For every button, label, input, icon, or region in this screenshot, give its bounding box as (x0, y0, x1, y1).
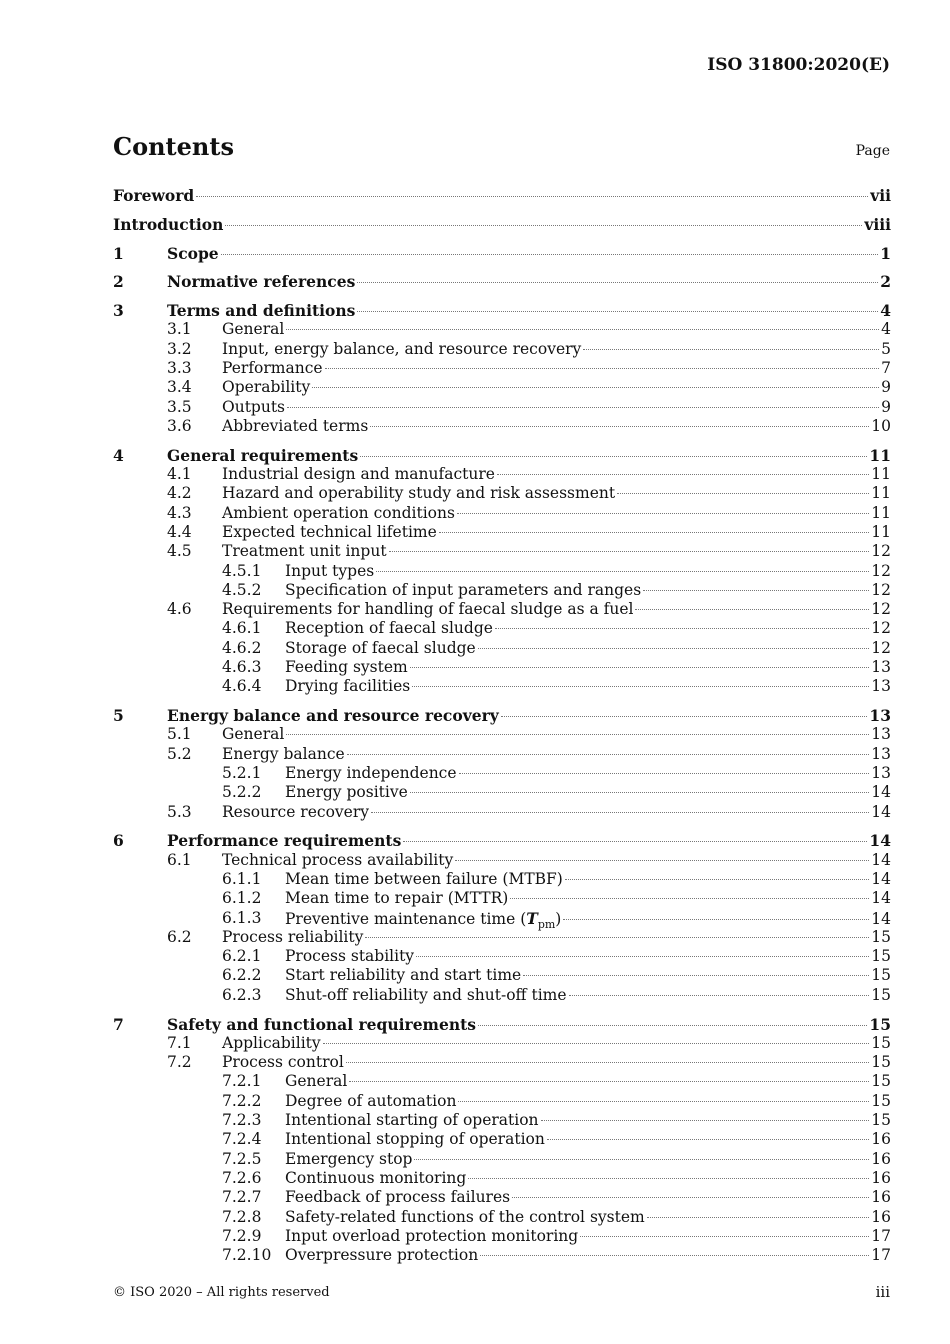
toc-entry-page: 15 (871, 1091, 891, 1110)
toc-entry-title: Overpressure protection (285, 1246, 479, 1265)
page-column-label: Page (855, 143, 890, 159)
toc-entry-page: 5 (881, 339, 891, 358)
toc-entry-number: 7.1 (167, 1033, 192, 1052)
dot-leader (312, 387, 879, 388)
toc-entry-title: Industrial design and manufacture (222, 465, 495, 484)
toc-entry-number: 6.2.3 (222, 985, 262, 1004)
dot-leader (580, 1236, 869, 1237)
dot-leader (458, 1101, 869, 1102)
toc-entry[interactable] (113, 928, 891, 947)
toc-entry[interactable] (113, 764, 891, 783)
toc-entry[interactable] (113, 1169, 891, 1188)
toc-entry[interactable] (113, 301, 891, 320)
toc-entry-number: 3.2 (167, 339, 192, 358)
toc-entry-number: 5 (113, 706, 124, 726)
toc-entry[interactable] (113, 320, 891, 339)
dot-leader (412, 686, 869, 687)
dot-leader (569, 995, 870, 996)
dot-leader (497, 474, 869, 475)
toc-entry-page: 16 (871, 1168, 891, 1187)
toc-entry-title: Input types (285, 561, 375, 580)
toc-entry[interactable] (113, 870, 891, 889)
dot-leader (360, 456, 867, 457)
toc-entry[interactable] (113, 1034, 891, 1053)
dot-leader (565, 879, 869, 880)
toc-entry-title: Introduction (113, 214, 224, 234)
toc-entry-title: Input, energy balance, and resource recovery (222, 339, 582, 358)
toc-entry-page: 4 (880, 301, 891, 321)
toc-entry[interactable] (113, 1150, 891, 1169)
toc-entry-number: 4.6.1 (222, 619, 262, 638)
toc-entry-title: Operability (222, 378, 311, 397)
toc-entry-number: 4.5 (167, 542, 192, 561)
dot-leader (414, 1159, 869, 1160)
dot-leader (323, 1043, 870, 1044)
toc-entry-page: 12 (871, 542, 891, 561)
toc-entry-page: 13 (871, 725, 891, 744)
toc-entry-page: 14 (871, 802, 891, 821)
toc-entry-title: Outputs (222, 397, 286, 416)
dot-leader (583, 349, 879, 350)
toc-entry-title: Foreword (113, 186, 195, 205)
toc-entry-title: Hazard and operability study and risk assessment (222, 484, 616, 503)
toc-entry-number: 7.2.9 (222, 1226, 262, 1245)
toc-entry-title: Process stability (285, 947, 415, 966)
toc-entry-number: 1 (113, 243, 124, 263)
toc-entry-title: Drying facilities (285, 677, 411, 696)
toc-entry-page: 10 (871, 416, 891, 435)
toc-entry[interactable] (113, 186, 891, 205)
toc-entry-title: Energy independence (285, 764, 457, 783)
dot-leader (459, 773, 870, 774)
dot-leader (635, 609, 869, 610)
toc-entry-title: Expected technical lifetime (222, 522, 437, 541)
toc-entry-number: 4.3 (167, 503, 192, 522)
dot-leader (403, 841, 867, 842)
toc-entry-title: Process reliability (222, 927, 364, 946)
toc-entry-number: 7.2.7 (222, 1188, 262, 1207)
toc-entry[interactable] (113, 745, 891, 764)
toc-entry-number: 4 (113, 445, 124, 465)
toc-entry-page: 9 (881, 397, 891, 416)
dot-leader (478, 648, 870, 649)
toc-entry[interactable] (113, 484, 891, 503)
toc-entry-number: 6.1.1 (222, 870, 262, 888)
toc-entry[interactable] (113, 600, 891, 619)
toc-entry[interactable] (113, 581, 891, 600)
toc-entry[interactable] (113, 523, 891, 542)
toc-entry[interactable] (113, 947, 891, 966)
dot-leader (196, 196, 868, 197)
dot-leader (346, 1062, 869, 1063)
toc-entry-number: 4.6.4 (222, 677, 262, 696)
dot-leader (563, 919, 869, 920)
toc-entry-page: 15 (871, 947, 891, 966)
toc-entry[interactable] (113, 677, 891, 696)
toc-entry-page: 15 (871, 927, 891, 946)
toc-entry-page: 17 (871, 1246, 891, 1265)
toc-entry-title: Energy balance and resource recovery (167, 706, 499, 726)
toc-entry-page: 13 (871, 744, 891, 763)
toc-entry-title: Input overload protection monitoring (285, 1226, 579, 1245)
toc-entry-number: 3.4 (167, 378, 192, 397)
toc-entry-title: Scope (167, 243, 219, 263)
toc-entry-number: 4.6.2 (222, 638, 262, 657)
toc-entry-number: 3.5 (167, 397, 192, 416)
toc-entry-title: Safety and functional requirements (167, 1014, 476, 1034)
toc-entry[interactable] (113, 1111, 891, 1130)
toc-entry[interactable] (113, 1053, 891, 1072)
dot-leader (501, 716, 868, 717)
toc-entry-number: 7.2.8 (222, 1207, 262, 1226)
toc-entry-number: 4.6 (167, 600, 192, 619)
toc-entry-title: Storage of faecal sludge (285, 638, 476, 657)
toc-entry-title: Shut-off reliability and shut-off time (285, 985, 567, 1004)
dot-leader (480, 1255, 869, 1256)
toc-entry[interactable] (113, 1246, 891, 1265)
toc-entry-number: 4.6.3 (222, 658, 262, 677)
toc-entry-number: 3.6 (167, 416, 192, 435)
toc-entry-title: Applicability (222, 1033, 321, 1052)
dot-leader (410, 667, 870, 668)
dot-leader (357, 282, 878, 283)
toc-entry-title: Emergency stop (285, 1149, 413, 1168)
toc-entry-page: 12 (871, 638, 891, 657)
dot-leader (287, 407, 879, 408)
toc-entry-page: 16 (871, 1207, 891, 1226)
toc-entry[interactable] (113, 542, 891, 561)
toc-entry-number: 6.2 (167, 927, 192, 946)
toc-entry-number: 3.1 (167, 320, 192, 339)
toc-entry[interactable] (113, 1130, 891, 1149)
toc-entry-page: 15 (871, 1111, 891, 1130)
toc-entry[interactable] (113, 706, 891, 725)
toc-entry-number: 5.2 (167, 744, 192, 763)
toc-entry-number: 4.5.2 (222, 580, 262, 599)
page-title: Contents (113, 132, 234, 161)
toc-entry-page: 9 (881, 378, 891, 397)
toc-entry-title: Process control (222, 1053, 344, 1072)
dot-leader (286, 734, 869, 735)
toc-entry-page: 13 (869, 706, 891, 726)
toc-entry-title: General (222, 725, 285, 744)
dot-leader (439, 532, 869, 533)
toc-entry-title: Mean time between failure (MTBF) (285, 870, 563, 888)
dot-leader (370, 426, 869, 427)
toc-entry-number: 3.3 (167, 359, 192, 378)
toc-entry-number: 4.2 (167, 484, 192, 503)
toc-entry-page: 15 (871, 966, 891, 985)
dot-leader (389, 551, 870, 552)
toc-entry-page: 11 (869, 445, 891, 465)
dot-leader (416, 956, 869, 957)
toc-entry-number: 4.1 (167, 465, 192, 484)
toc-entry-title: Performance (222, 359, 323, 378)
dot-leader (523, 975, 869, 976)
toc-entry-title: Feedback of process failures (285, 1188, 511, 1207)
toc-entry-title: Reception of faecal sludge (285, 619, 493, 638)
toc-entry[interactable] (113, 1188, 891, 1207)
toc-entry[interactable] (113, 1227, 891, 1246)
dot-leader (468, 1178, 869, 1179)
toc-entry-title: Technical process availability (222, 850, 454, 869)
dot-leader (643, 590, 869, 591)
toc-entry[interactable] (113, 359, 891, 378)
toc-entry[interactable] (113, 803, 891, 822)
dot-leader (357, 311, 878, 312)
dot-leader (647, 1217, 870, 1218)
toc-entry-title: General (222, 320, 285, 339)
toc-entry-title: Terms and definitions (167, 301, 356, 321)
toc-entry[interactable] (113, 465, 891, 484)
toc-entry[interactable] (113, 340, 891, 359)
toc-entry[interactable] (113, 783, 891, 802)
toc-entry-page: 12 (871, 600, 891, 619)
toc-entry[interactable] (113, 619, 891, 638)
dot-leader (347, 754, 870, 755)
toc-entry-number: 7 (113, 1014, 124, 1034)
dot-leader (365, 937, 869, 938)
toc-entry-number: 6.1 (167, 850, 192, 869)
toc-entry-page: 12 (871, 619, 891, 638)
toc-entry-page: 11 (871, 522, 891, 541)
dot-leader (547, 1139, 869, 1140)
toc-entry-number: 5.3 (167, 802, 192, 821)
toc-entry[interactable] (113, 272, 891, 291)
toc-entry-page: 14 (871, 850, 891, 869)
toc-entry-title: Performance requirements (167, 831, 402, 851)
toc-entry[interactable] (113, 986, 891, 1005)
dot-leader (371, 812, 869, 813)
dot-leader (221, 254, 879, 255)
toc-entry[interactable] (113, 1015, 891, 1034)
toc-entry-number: 6 (113, 831, 124, 851)
toc-entry-page: 16 (871, 1188, 891, 1207)
toc-entry-number: 7.2.3 (222, 1111, 262, 1130)
toc-entry-title: Intentional starting of operation (285, 1111, 539, 1130)
toc-entry-number: 7.2 (167, 1053, 192, 1072)
dot-leader (541, 1120, 870, 1121)
dot-leader (325, 368, 880, 369)
dot-leader (457, 513, 869, 514)
toc-entry-page: vii (870, 186, 891, 205)
dot-leader (410, 792, 869, 793)
toc-entry[interactable] (113, 831, 891, 850)
toc-entry-title: Continuous monitoring (285, 1168, 467, 1187)
toc-entry[interactable] (113, 446, 891, 465)
toc-entry-title: General requirements (167, 445, 359, 465)
toc-entry-number: 5.2.2 (222, 783, 262, 802)
toc-entry-title: Normative references (167, 272, 356, 292)
toc-entry[interactable] (113, 908, 891, 931)
toc-entry-page: 13 (871, 764, 891, 783)
dot-leader (455, 860, 869, 861)
dot-leader (510, 898, 869, 899)
dot-leader (225, 225, 862, 226)
toc-entry-title: Energy positive (285, 783, 408, 802)
toc-entry-page: 15 (871, 1053, 891, 1072)
toc-entry-number: 6.2.1 (222, 947, 262, 966)
toc-entry-title: Energy balance (222, 744, 345, 763)
toc-entry-page: 11 (871, 484, 891, 503)
toc-entry-number: 7.2.6 (222, 1168, 262, 1187)
toc-entry[interactable] (113, 215, 891, 234)
toc-entry[interactable] (113, 658, 891, 677)
toc-entry-title: Safety-related functions of the control system (285, 1207, 645, 1226)
dot-leader (286, 329, 879, 330)
toc-entry-page: 15 (871, 1033, 891, 1052)
toc-entry-number: 5.1 (167, 725, 192, 744)
toc-entry[interactable] (113, 966, 891, 985)
toc-entry-number: 7.2.5 (222, 1149, 262, 1168)
dot-leader (376, 571, 869, 572)
toc-entry[interactable] (113, 398, 891, 417)
toc-entry-page: viii (864, 214, 891, 234)
toc-entry-title: Abbreviated terms (222, 416, 369, 435)
copyright-notice: © ISO 2020 – All rights reserved (113, 1285, 330, 1300)
dot-leader (478, 1025, 867, 1026)
toc-entry-page: 7 (881, 359, 891, 378)
toc-entry-number: 7.2.4 (222, 1130, 262, 1149)
toc-entry-title: Specification of input parameters and ranges (285, 580, 642, 599)
dot-leader (349, 1081, 869, 1082)
toc-entry-title: Ambient operation conditions (222, 503, 455, 522)
toc-entry-title: General (285, 1072, 348, 1091)
toc-entry[interactable] (113, 851, 891, 870)
toc-entry-number: 7.2.1 (222, 1072, 262, 1091)
toc-entry[interactable] (113, 1208, 891, 1227)
toc-entry-number: 5.2.1 (222, 764, 262, 783)
toc-entry-page: 13 (871, 677, 891, 696)
toc-entry[interactable] (113, 244, 891, 263)
toc-entry-title: Treatment unit input (222, 542, 387, 561)
toc-entry-page: 14 (869, 831, 891, 851)
toc-entry-page: 2 (880, 272, 891, 292)
toc-entry[interactable] (113, 504, 891, 523)
toc-entry-page: 15 (871, 985, 891, 1004)
toc-entry-title: Mean time to repair (MTTR) (285, 889, 509, 908)
toc-entry-page: 14 (871, 909, 891, 928)
toc-entry-title: Feeding system (285, 658, 408, 677)
toc-entry-number: 2 (113, 272, 124, 292)
toc-entry-page: 12 (871, 561, 891, 580)
toc-entry[interactable] (113, 725, 891, 744)
toc-entry-number: 6.1.2 (222, 889, 262, 908)
toc-entry-page: 13 (871, 658, 891, 677)
toc-entry-page: 11 (871, 465, 891, 484)
dot-leader (495, 628, 869, 629)
toc-entry-page: 17 (871, 1226, 891, 1245)
table-of-contents (113, 186, 891, 1265)
toc-entry-title: Requirements for handling of faecal sludge as a fuel (222, 600, 634, 619)
toc-entry[interactable] (113, 889, 891, 908)
toc-entry[interactable] (113, 378, 891, 397)
toc-entry-number: 3 (113, 301, 124, 321)
toc-entry[interactable] (113, 562, 891, 581)
toc-entry-page: 4 (881, 320, 891, 339)
toc-entry-page: 12 (871, 580, 891, 599)
toc-entry-title: Intentional stopping of operation (285, 1130, 545, 1149)
toc-entry-title: Preventive maintenance time $(T_{pm})$ (285, 908, 562, 931)
toc-entry-title: Start reliability and start time (285, 966, 522, 985)
toc-entry-number: 6.1.3 (222, 908, 262, 927)
toc-entry-page: 1 (880, 243, 891, 263)
toc-entry-page: 16 (871, 1130, 891, 1149)
page-number: iii (875, 1283, 890, 1301)
toc-entry-number: 4.5.1 (222, 561, 262, 580)
toc-entry-page: 15 (869, 1014, 891, 1034)
document-id: ISO 31800:2020(E) (707, 55, 890, 75)
toc-entry-number: 4.4 (167, 522, 192, 541)
toc-entry-page: 16 (871, 1149, 891, 1168)
toc-entry-page: 14 (871, 889, 891, 908)
toc-entry[interactable] (113, 1072, 891, 1091)
toc-entry-number: 7.2.2 (222, 1091, 262, 1110)
toc-entry-page: 15 (871, 1072, 891, 1091)
toc-entry-page: 14 (871, 870, 891, 888)
toc-entry[interactable] (113, 417, 891, 436)
toc-entry-title: Resource recovery (222, 802, 369, 821)
toc-entry-number: 6.2.2 (222, 966, 262, 985)
dot-leader (617, 493, 869, 494)
toc-entry-title: Degree of automation (285, 1091, 457, 1110)
toc-entry-page: 14 (871, 783, 891, 802)
dot-leader (512, 1197, 869, 1198)
toc-entry[interactable] (113, 639, 891, 658)
toc-entry-number: 7.2.10 (222, 1246, 272, 1265)
toc-entry[interactable] (113, 1092, 891, 1111)
toc-entry-page: 11 (871, 503, 891, 522)
